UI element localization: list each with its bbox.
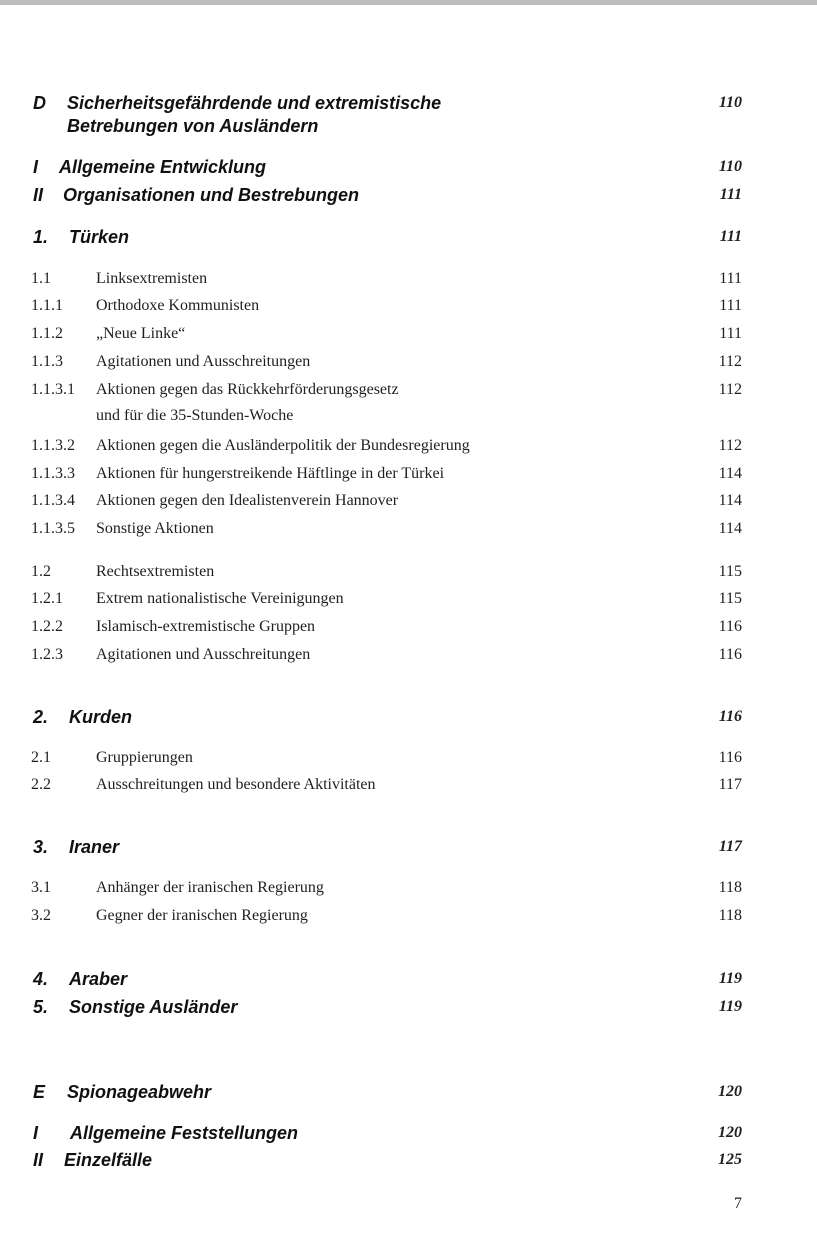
toc-label: 2.2 <box>31 776 51 793</box>
toc-title: Aktionen für hungerstreikende Häftlinge in der Türkei <box>96 465 445 482</box>
toc-page: 116 <box>718 646 742 663</box>
toc-label: 1.1.3.3 <box>31 465 75 482</box>
toc-title: Ausschreitungen und besondere Aktivitäten <box>96 776 376 793</box>
toc-label: 1. <box>33 227 49 247</box>
toc-page: 120 <box>718 1083 742 1100</box>
toc-page: 111 <box>719 325 742 342</box>
toc-title: Agitationen und Ausschreitungen <box>96 353 311 370</box>
toc-page: 112 <box>718 437 742 454</box>
toc-title: Organisationen und Bestrebungen <box>63 185 360 205</box>
toc-title: Einzelfälle <box>64 1150 153 1170</box>
toc-label: 1.1 <box>31 270 51 287</box>
toc-title: Sonstige Ausländer <box>69 997 238 1017</box>
toc-title: Aktionen gegen den Idealistenverein Hannover <box>96 492 399 509</box>
toc-label: 1.2.3 <box>31 646 63 663</box>
toc-label: I <box>33 157 39 177</box>
toc-page: 117 <box>718 776 742 793</box>
toc-label: II <box>33 1150 44 1170</box>
toc-title: Extrem nationalistische Vereinigungen <box>96 590 344 607</box>
toc-label: 1.2 <box>31 563 51 580</box>
toc-label: E <box>33 1082 46 1102</box>
toc-label: 1.1.3.5 <box>31 520 75 537</box>
toc-title: Aktionen gegen das Rückkehrförderungsgesetz <box>96 381 399 398</box>
toc-label: I <box>33 1123 39 1143</box>
toc-title: Gegner der iranischen Regierung <box>96 907 308 924</box>
toc-title: Agitationen und Ausschreitungen <box>96 646 311 663</box>
page-number: 7 <box>734 1195 742 1212</box>
toc-title: Spionageabwehr <box>67 1082 212 1102</box>
toc-title: Rechtsextremisten <box>96 563 215 580</box>
toc-title: Linksextremisten <box>96 270 208 287</box>
toc-page: 116 <box>718 749 742 766</box>
toc-label: 3.2 <box>31 907 51 924</box>
toc-label: 2.1 <box>31 749 51 766</box>
toc-page: 119 <box>718 970 742 987</box>
toc-title: Iraner <box>69 837 120 857</box>
toc-label: 4. <box>33 969 49 989</box>
toc-page: 125 <box>718 1151 742 1168</box>
toc-page: 116 <box>718 618 742 635</box>
toc-title: Allgemeine Entwicklung <box>59 157 267 177</box>
toc-label: II <box>33 185 44 205</box>
toc-page: 114 <box>718 520 742 537</box>
toc-page: 111 <box>719 297 742 314</box>
toc-label: D <box>33 93 46 113</box>
toc-title: Betrebungen von Ausländern <box>67 116 319 136</box>
toc-page: 119 <box>718 998 742 1015</box>
toc-title: Aktionen gegen die Ausländerpolitik der Bundesregierung <box>96 437 470 454</box>
toc-page: 114 <box>718 492 742 509</box>
toc-page: 111 <box>719 228 742 245</box>
toc-page: 111 <box>719 270 742 287</box>
toc-title: Orthodoxe Kommunisten <box>96 297 260 314</box>
toc-title: „Neue Linke“ <box>96 325 186 342</box>
toc-label: 5. <box>33 997 49 1017</box>
toc-label: 1.1.3.4 <box>31 492 75 509</box>
toc-page: 115 <box>718 563 742 580</box>
toc-label: 1.1.3 <box>31 353 63 370</box>
toc-title: Türken <box>69 227 130 247</box>
toc-page: 112 <box>718 381 742 398</box>
toc-title: Allgemeine Feststellungen <box>70 1123 299 1143</box>
toc-page: 110 <box>718 158 742 175</box>
toc-page: 115 <box>718 590 742 607</box>
toc-title: Anhänger der iranischen Regierung <box>96 879 324 896</box>
toc-title: Sicherheitsgefährdende und extremistische <box>67 93 442 113</box>
toc-page: 110 <box>718 94 742 111</box>
toc-label: 1.2.2 <box>31 618 63 635</box>
toc-label: 3. <box>33 837 49 857</box>
toc-title: Islamisch-extremistische Gruppen <box>96 618 316 635</box>
toc-title: Gruppierungen <box>96 749 193 766</box>
toc-label: 3.1 <box>31 879 51 896</box>
scan-top-edge <box>0 0 817 5</box>
toc-page: 118 <box>718 879 742 896</box>
toc-page: 112 <box>718 353 742 370</box>
toc-label: 1.1.3.2 <box>31 437 75 454</box>
toc-page: 117 <box>718 838 742 855</box>
toc-label: 1.1.1 <box>31 297 63 314</box>
toc-title: Sonstige Aktionen <box>96 520 214 537</box>
toc-label: 2. <box>33 707 49 727</box>
toc-page: 111 <box>719 186 742 203</box>
toc-label: 1.1.3.1 <box>31 381 75 398</box>
toc-page: 116 <box>718 708 742 725</box>
toc-title: Araber <box>69 969 128 989</box>
toc-label: 1.2.1 <box>31 590 63 607</box>
toc-page: 114 <box>718 465 742 482</box>
toc-page: 120 <box>718 1124 742 1141</box>
toc-page: 118 <box>718 907 742 924</box>
toc-title: Kurden <box>69 707 132 727</box>
toc-title: und für die 35-Stunden-Woche <box>96 407 294 424</box>
toc-label: 1.1.2 <box>31 325 63 342</box>
